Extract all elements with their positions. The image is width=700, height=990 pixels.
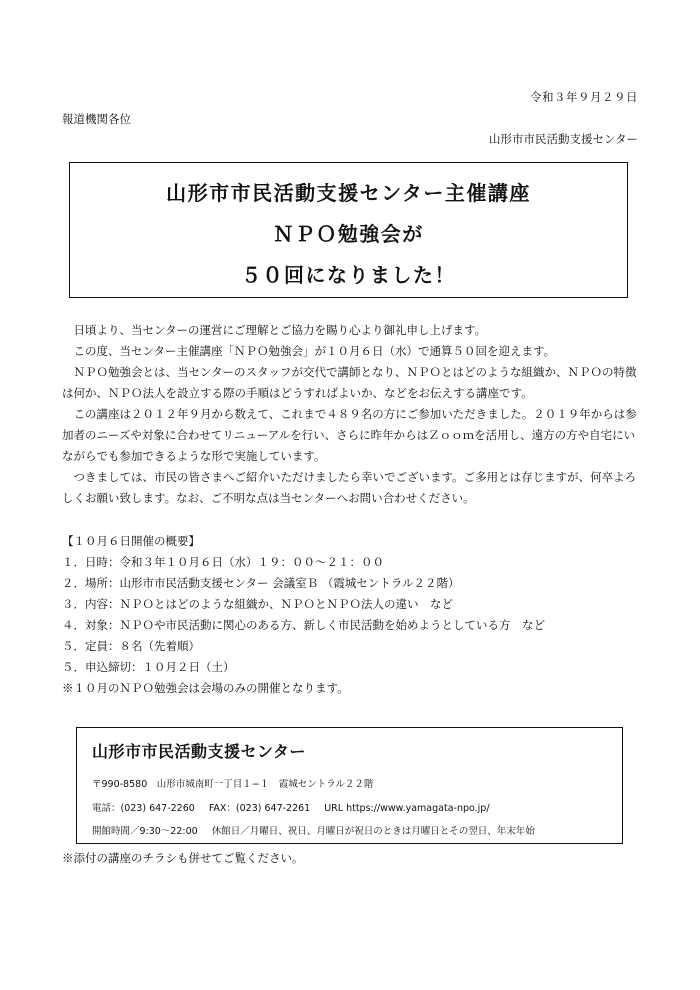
contact-phone-line bbox=[92, 800, 490, 814]
body-paragraph: この度、当センター主催講座「ＮＰＯ勉強会」が１０月６日（水）で通算５０回を迎えます。 bbox=[73, 344, 556, 358]
title-line-1: 山形市市民活動支援センター主催講座 bbox=[166, 181, 531, 205]
closed-days: 休館日／月曜日、祝日、月曜日が祝日のときは月曜日とその翌日、年末年始 bbox=[211, 826, 535, 837]
title-box bbox=[69, 162, 628, 298]
body-paragraph: ＮＰＯ勉強会とは、当センターのスタッフが交代で講師となり、ＮＰＯとはどのような組織か、ＮＰＯの特徴は何か、ＮＰＯ法人を設立する際の手順はどうすればよいか、などをお伝えする講座です。 bbox=[62, 365, 637, 400]
contact-fax: FAX：(023) 647-2261 bbox=[208, 803, 311, 814]
contact-org-name: 山形市市民活動支援センター bbox=[92, 742, 306, 761]
overview-item: ５．申込締切：１０月２日（土） bbox=[62, 660, 235, 674]
overview-item: ３．内容：ＮＰＯとはどのような組織か、ＮＰＯとＮＰＯ法人の違い など bbox=[62, 597, 453, 611]
overview-item: ４．対象：ＮＰＯや市民活動に関心のある方、新しく市民活動を始めようとしている方 など bbox=[62, 618, 545, 632]
body-paragraph: この講座は２０１２年９月から数えて、これまで４８９名の方にご参加いただきました。２０１９年からは参加者のニーズや対象に合わせてリニューアルを行い、さらに昨年からはＺｏｏｍを活用し、遠方の方や自宅にいながらでも参加できるような形で実施しています。 bbox=[62, 407, 637, 463]
contact-hours-line bbox=[92, 823, 535, 837]
recipient: 報道機関各位 bbox=[62, 112, 131, 126]
overview-item: ２．場所：山形市市民活動支援センター 会議室Ｂ （霞城セントラル２２階） bbox=[62, 576, 460, 590]
body-paragraph: つきましては、市民の皆さまへご紹介いただけましたら幸いでございます。ご多用とは存じますが、何卒よろしくお願い致します。なお、ご不明な点は当センターへお問い合わせください。 bbox=[62, 470, 637, 505]
overview-heading: 【１０月６日開催の概要】 bbox=[62, 534, 200, 548]
body-paragraph: 日頃より、当センターの運営にご理解とご協力を賜り心より御礼申し上げます。 bbox=[73, 323, 487, 337]
contact-phone: 電話：(023) 647-2260 bbox=[92, 803, 195, 814]
enclosure-note: ※添付の講座のチラシも併せてご覧ください。 bbox=[62, 851, 304, 865]
overview-item: ５．定員：８名（先着順） bbox=[62, 639, 200, 653]
body-text bbox=[62, 320, 642, 509]
overview-note: ※１０月のＮＰＯ勉強会は会場のみの開催となります。 bbox=[62, 681, 349, 695]
opening-hours: 開館時間／9:30～22:00 bbox=[92, 826, 198, 837]
contact-address: 〒990-8580 山形市城南町一丁目１−１ 霞城セントラル２２階 bbox=[92, 779, 374, 790]
overview-item: １．日時：令和３年１０月６日（水）１９：００～２１：００ bbox=[62, 555, 384, 569]
title-line-3: ５０回になりました！ bbox=[241, 263, 456, 287]
release-date: 令和３年９月２９日 bbox=[530, 90, 638, 104]
contact-box bbox=[76, 727, 623, 844]
event-overview bbox=[62, 531, 652, 699]
title-line-2: ＮＰＯ勉強会が bbox=[273, 222, 424, 246]
contact-url[interactable]: URL https://www.yamagata-npo.jp/ bbox=[324, 803, 490, 814]
sender: 山形市市民活動支援センター bbox=[488, 132, 638, 146]
